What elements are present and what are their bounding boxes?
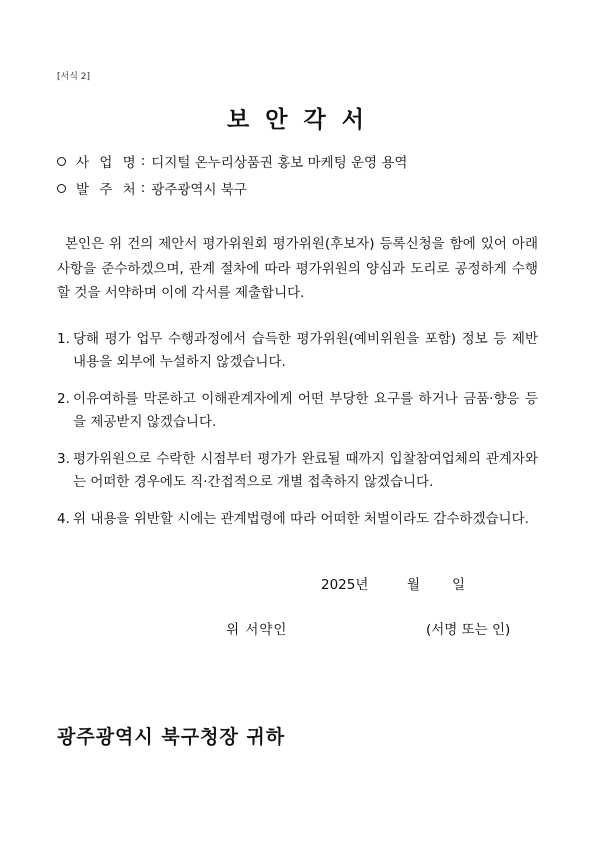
date-line <box>321 573 465 593</box>
form-number: [서식 2] <box>57 72 90 82</box>
info-row-project <box>57 151 407 171</box>
info-value-project: 디지털 온누리상품권 홍보 마케팅 운영 용역 <box>151 155 408 171</box>
document-title: 보 안 각 서 <box>227 107 368 133</box>
info-row-client <box>57 178 247 198</box>
info-separator: : <box>140 153 146 169</box>
info-label-project: 사 업 명 <box>76 155 139 171</box>
pledge-item <box>57 448 538 494</box>
intro-paragraph: 본인은 위 건의 제안서 평가위원회 평가위원(후보자) 등록신청을 함에 있어 아래사항을 준수하겠으며, 관계 절차에 따라 평가위원의 양심과 도리로 공정하게 수행할 것을 서약하며 이에 각서를 제출합니다. <box>57 236 538 301</box>
circle-bullet-icon <box>57 157 66 166</box>
pledge-item <box>57 328 538 374</box>
info-value-client: 광주광역시 북구 <box>151 182 247 198</box>
signer-label: 위 서약인 <box>226 622 288 638</box>
signature-note: (서명 또는 인) <box>426 622 511 638</box>
pledge-item <box>57 388 538 434</box>
info-label-client: 발 주 처 <box>76 182 139 198</box>
pledge-list <box>57 328 538 545</box>
pledge-number: 4. <box>57 511 70 527</box>
circle-bullet-icon <box>57 184 66 193</box>
date-month: 월 <box>407 577 421 593</box>
info-separator: : <box>140 180 146 196</box>
pledge-number: 1. <box>57 331 70 347</box>
date-year: 2025년 <box>321 577 369 593</box>
pledge-number: 3. <box>57 451 70 467</box>
date-day: 일 <box>452 577 466 593</box>
pledge-text: 이유여하를 막론하고 이해관계자에게 어떤 부당한 요구를 하거나 금품·향응 등을 제공받지 않겠습니다. <box>73 391 538 430</box>
pledge-number: 2. <box>57 391 70 407</box>
pledge-text: 평가위원으로 수락한 시점부터 평가가 완료될 때까지 입찰참여업체의 관계자와는 어떠한 경우에도 직·간접적으로 개별 접촉하지 않겠습니다. <box>73 451 538 490</box>
pledge-item <box>57 508 538 531</box>
pledge-text: 위 내용을 위반할 시에는 관계법령에 따라 어떠한 처벌이라도 감수하겠습니다. <box>73 511 529 527</box>
pledge-text: 당해 평가 업무 수행과정에서 습득한 평가위원(예비위원을 포함) 정보 등 제반내용을 외부에 누설하지 않겠습니다. <box>73 331 538 370</box>
addressee: 광주광역시 북구청장 귀하 <box>57 726 286 748</box>
